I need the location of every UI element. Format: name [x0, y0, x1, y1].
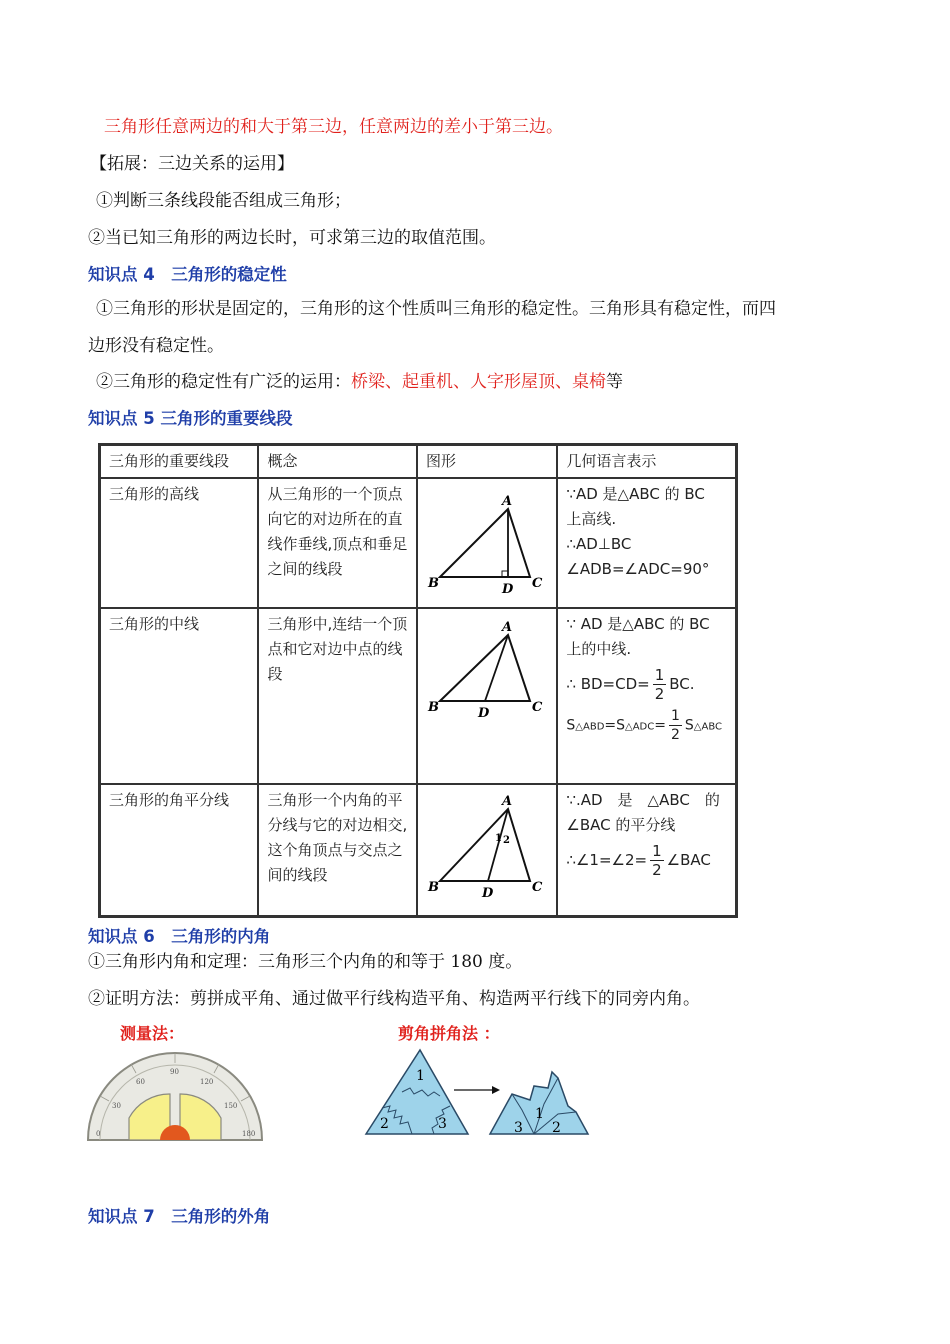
geo-line: S△ABD=S△ADC= $\frac{1}{2}$ S△ABC — [566, 708, 722, 743]
label-b: B — [427, 576, 439, 591]
label-angle-1: 1 — [494, 833, 502, 844]
label-c: C — [531, 880, 543, 895]
geo-line: ∴∠1=∠2= $\frac{1}{2}$ ∠BAC — [566, 842, 711, 879]
row-geometry — [557, 608, 736, 784]
fraction: $\frac{1}{2}$ — [654, 666, 665, 703]
kp6-p2: ②证明方法：剪拼成平角、通过做平行线构造平角、构造两平行线下的同旁内角。 — [88, 989, 700, 1009]
label-d: D — [501, 582, 514, 597]
svg-text:150: 150 — [224, 1102, 238, 1110]
geo-line: ∵ AD 是△ABC 的 BC — [566, 615, 710, 633]
label-a: A — [501, 620, 513, 635]
bisector-figure — [417, 784, 557, 917]
svg-text:0: 0 — [96, 1130, 101, 1138]
row-concept: 三角形中,连结一个顶点和它对边中点的线段 — [258, 608, 416, 784]
geo-line: 上的中线. — [566, 640, 632, 658]
table-header-row — [100, 445, 737, 479]
header-concept: 概念 — [258, 445, 416, 479]
geo-line: ∴ BD=CD= $\frac{1}{2}$ BC. — [566, 666, 695, 703]
altitude-figure — [417, 478, 557, 608]
svg-text:60: 60 — [136, 1078, 145, 1086]
use-item-2: ②当已知三角形的两边长时，可求第三边的取值范围。 — [88, 228, 496, 248]
label-c: C — [531, 700, 543, 715]
svg-text:3: 3 — [514, 1120, 523, 1136]
row-geometry — [557, 784, 736, 917]
label-d: D — [481, 886, 494, 901]
altitude-triangle-diagram — [418, 479, 556, 599]
row-name: 三角形的角平分线 — [100, 784, 259, 917]
geo-line: ∴AD⊥BC — [566, 535, 632, 553]
median-triangle-diagram — [418, 609, 556, 729]
kp7-heading: 知识点 7 三角形的外角 — [88, 1207, 271, 1226]
geo-line: ∵AD 是△ABC 的 BC — [566, 485, 705, 503]
method-measure-label: 测量法： — [120, 1024, 185, 1043]
kp4-p1a: ①三角形的形状是固定的，三角形的这个性质叫三角形的稳定性。三角形具有稳定性，而四 — [96, 299, 776, 319]
kp4-p2-examples: 桥梁、起重机、人字形屋顶、桌椅 — [351, 372, 606, 392]
kp4-heading: 知识点 4 三角形的稳定性 — [88, 265, 287, 284]
kp6-heading: 知识点 6 三角形的内角 — [88, 927, 271, 946]
fraction: $\frac{1}{2}$ — [670, 708, 680, 743]
label-c: C — [531, 576, 543, 591]
row-name: 三角形的中线 — [100, 608, 259, 784]
expand-title: 【拓展：三边关系的运用】 — [90, 154, 294, 174]
label-a: A — [501, 794, 513, 809]
table-row — [100, 784, 737, 917]
svg-text:3: 3 — [438, 1116, 447, 1132]
svg-text:2: 2 — [552, 1120, 561, 1136]
geo-line: ∠BAC 的平分线 — [566, 816, 676, 834]
kp4-p2 — [96, 370, 623, 394]
header-geometry: 几何语言表示 — [557, 445, 736, 479]
label-angle-2: 2 — [502, 835, 510, 846]
geo-line: ∵.AD 是 △ABC 的 — [566, 791, 720, 809]
table-row — [100, 608, 737, 784]
important-segments-table — [98, 443, 738, 918]
row-concept: 从三角形的一个顶点向它的对边所在的直线作垂线,顶点和垂足之间的线段 — [258, 478, 416, 608]
svg-text:1: 1 — [416, 1068, 425, 1084]
table-row — [100, 478, 737, 608]
header-figure: 图形 — [417, 445, 557, 479]
svg-text:2: 2 — [380, 1116, 389, 1132]
bisector-triangle-diagram — [418, 785, 556, 907]
row-geometry — [557, 478, 736, 608]
use-item-1: ①判断三条线段能否组成三角形； — [96, 191, 351, 211]
protractor-diagram — [84, 1048, 266, 1144]
svg-text:120: 120 — [200, 1078, 214, 1086]
triangle-inequality-rule: 三角形任意两边的和大于第三边，任意两边的差小于第三边。 — [104, 117, 563, 137]
svg-text:180: 180 — [242, 1130, 256, 1138]
geo-line: 上高线. — [566, 510, 617, 528]
method-cut-label: 剪角拼角法 ： — [398, 1024, 500, 1043]
kp5-heading: 知识点 5 三角形的重要线段 — [88, 409, 293, 428]
kp4-p2-suffix: 等 — [606, 372, 623, 392]
header-segment: 三角形的重要线段 — [100, 445, 259, 479]
svg-text:1: 1 — [535, 1106, 544, 1122]
label-d: D — [477, 706, 490, 721]
kp4-p1b: 边形没有稳定性。 — [88, 336, 224, 356]
label-b: B — [427, 880, 439, 895]
row-concept: 三角形一个内角的平分线与它的对边相交,这个角顶点与交点之间的线段 — [258, 784, 416, 917]
kp4-p2-prefix: ②三角形的稳定性有广泛的运用： — [96, 372, 351, 392]
label-a: A — [501, 494, 513, 509]
svg-text:30: 30 — [112, 1102, 121, 1110]
row-name: 三角形的高线 — [100, 478, 259, 608]
geo-line: ∠ADB=∠ADC=90° — [566, 560, 710, 578]
fraction: $\frac{1}{2}$ — [652, 842, 662, 879]
kp6-p1: ①三角形内角和定理：三角形三个内角的和等于 180 度。 — [88, 952, 523, 972]
cut-angle-diagram — [362, 1048, 598, 1140]
median-figure — [417, 608, 557, 784]
label-b: B — [427, 700, 439, 715]
svg-text:90: 90 — [170, 1068, 179, 1076]
